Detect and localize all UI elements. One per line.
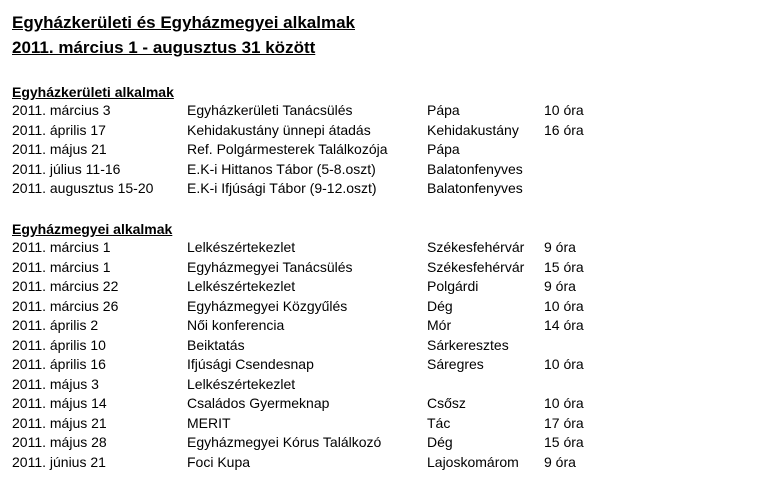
event-date: 2011. április 16 xyxy=(12,356,106,372)
event-date: 2011. március 1 xyxy=(12,258,111,275)
event-row xyxy=(12,297,612,317)
event-date: 2011. május 3 xyxy=(12,375,99,392)
event-name: Családos Gyermeknap xyxy=(187,395,330,411)
event-name: E.K-i Ifjúsági Tábor (9-12.oszt) xyxy=(187,180,377,196)
event-row xyxy=(12,433,612,453)
event-row xyxy=(12,160,612,180)
diocese-events-list xyxy=(12,238,612,472)
event-date: 2011. április 17 xyxy=(12,121,106,138)
event-row xyxy=(12,140,612,160)
section-heading-diocese: Egyházmegyei alkalmak xyxy=(12,221,173,237)
event-name: Egyházkerületi Tanácsülés xyxy=(187,102,353,118)
event-place: Mór xyxy=(427,317,452,333)
event-place: Lajoskomárom xyxy=(427,453,519,470)
event-name: Ref. Polgármesterek Találkozója xyxy=(187,141,388,157)
event-row xyxy=(12,355,612,375)
event-name: Egyházmegyei Kórus Találkozó xyxy=(187,434,382,450)
document-date-range: 2011. március 1 - augusztus 31 között xyxy=(12,38,316,57)
event-time: 15 óra xyxy=(544,434,584,450)
event-place: Dég xyxy=(427,434,453,450)
event-time: 9 óra xyxy=(544,278,576,294)
event-time: 10 óra xyxy=(544,102,584,118)
document-title: Egyházkerületi és Egyházmegyei alkalmak xyxy=(12,13,356,32)
event-place: Székesfehérvár xyxy=(427,258,525,275)
event-row xyxy=(12,336,612,356)
event-time: 10 óra xyxy=(544,395,584,411)
event-time: 14 óra xyxy=(544,317,584,333)
event-name: E.K-i Hittanos Tábor (5-8.oszt) xyxy=(187,160,376,177)
event-name: Beiktatás xyxy=(187,336,245,353)
event-date: 2011. május 14 xyxy=(12,395,107,411)
event-place: Balatonfenyves xyxy=(427,180,523,196)
event-row xyxy=(12,238,612,258)
event-date: 2011. március 26 xyxy=(12,297,119,314)
event-date: 2011. április 2 xyxy=(12,317,99,333)
event-date: 2011. augusztus 15-20 xyxy=(12,180,154,196)
event-place: Csősz xyxy=(427,395,466,411)
event-row xyxy=(12,375,612,395)
event-row xyxy=(12,101,612,121)
event-place: Kehidakustány xyxy=(427,121,519,138)
event-place: Pápa xyxy=(427,102,460,118)
event-place: Sáregres xyxy=(427,356,484,372)
event-place: Pápa xyxy=(427,141,460,157)
event-name: MERIT xyxy=(187,414,231,431)
event-row xyxy=(12,121,612,141)
event-name: Egyházmegyei Közgyűlés xyxy=(187,297,348,314)
event-place: Tác xyxy=(427,414,451,431)
event-row xyxy=(12,316,612,336)
event-name: Lelkészértekezlet xyxy=(187,239,296,255)
event-date: 2011. május 21 xyxy=(12,141,107,157)
event-time: 17 óra xyxy=(544,414,584,431)
event-row xyxy=(12,394,612,414)
event-place: Sárkeresztes xyxy=(427,336,509,353)
event-date: 2011. április 10 xyxy=(12,336,106,353)
event-name: Egyházmegyei Tanácsülés xyxy=(187,258,353,275)
event-time: 15 óra xyxy=(544,258,584,275)
event-name: Foci Kupa xyxy=(187,453,251,470)
event-name: Lelkészértekezlet xyxy=(187,375,296,392)
event-time: 16 óra xyxy=(544,121,584,138)
event-time: 10 óra xyxy=(544,297,584,314)
event-time: 9 óra xyxy=(544,453,576,470)
event-row xyxy=(12,258,612,278)
event-place: Balatonfenyves xyxy=(427,160,523,177)
event-date: 2011. május 28 xyxy=(12,434,107,450)
event-date: 2011. március 1 xyxy=(12,239,111,255)
event-row xyxy=(12,414,612,434)
event-row xyxy=(12,179,612,199)
event-name: Kehidakustány ünnepi átadás xyxy=(187,121,371,138)
section-heading-district: Egyházkerületi alkalmak xyxy=(12,84,174,100)
event-row xyxy=(12,453,612,473)
event-date: 2011. március 3 xyxy=(12,102,111,118)
event-place: Polgárdi xyxy=(427,278,479,294)
district-events-list xyxy=(12,101,612,199)
event-date: 2011. június 21 xyxy=(12,453,106,470)
event-place: Dég xyxy=(427,297,453,314)
event-name: Női konferencia xyxy=(187,317,285,333)
event-time: 10 óra xyxy=(544,356,584,372)
event-date: 2011. május 21 xyxy=(12,414,107,431)
event-time: 9 óra xyxy=(544,239,576,255)
event-row xyxy=(12,277,612,297)
event-date: 2011. március 22 xyxy=(12,278,119,294)
event-name: Ifjúsági Csendesnap xyxy=(187,356,314,372)
event-place: Székesfehérvár xyxy=(427,239,525,255)
event-date: 2011. július 11-16 xyxy=(12,160,121,177)
event-name: Lelkészértekezlet xyxy=(187,278,296,294)
